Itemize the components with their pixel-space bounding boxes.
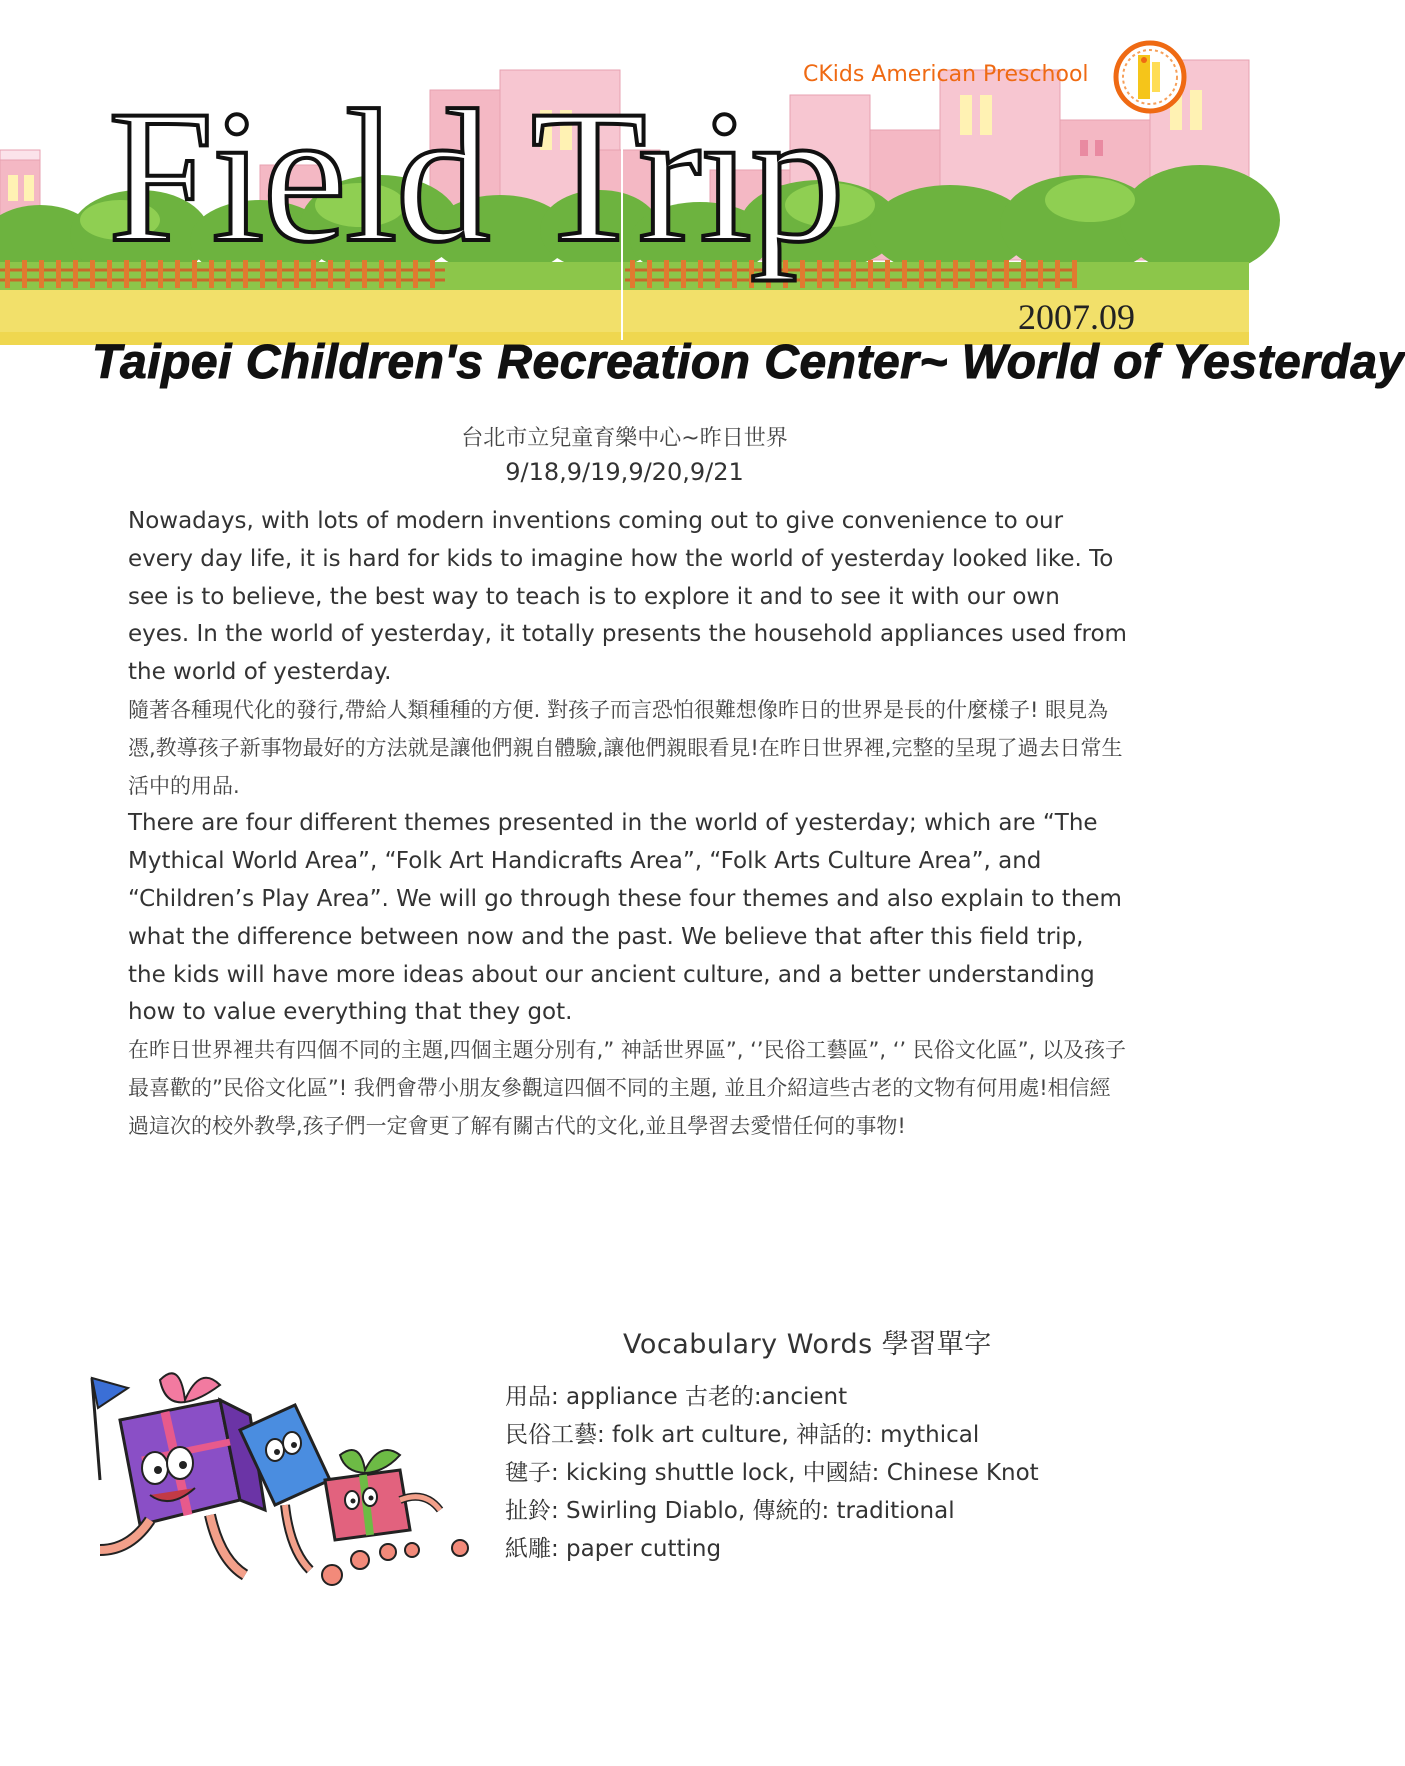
brand-name: CKids American Preschool bbox=[803, 62, 1089, 87]
vocabulary-list bbox=[505, 1378, 1039, 1568]
header-banner bbox=[0, 0, 1249, 345]
trip-dates: 9/18,9/19,9/20,9/21 bbox=[505, 458, 744, 486]
paragraph-chinese-1: 隨著各種現代化的發行,帶給人類種種的方便. 對孩子而言恐怕很難想像昨日的世界是長的什麼樣子! 眼見為憑,教導孩子新事物最好的方法就是讓他們親自體驗,讓他們親眼看見!在昨日世界裡,完整的呈現了過去日常生活中的用品. bbox=[128, 697, 1123, 798]
vocabulary-line: 紙雕: paper cutting bbox=[505, 1536, 722, 1562]
vocabulary-line: 用品: appliance 古老的:ancient bbox=[505, 1384, 848, 1410]
vocabulary-title: Vocabulary Words 學習單字 bbox=[623, 1329, 992, 1360]
chinese-title: 台北市立兒童育樂中心~昨日世界 bbox=[461, 426, 788, 451]
ckids-logo-icon bbox=[1116, 43, 1184, 111]
vocabulary-line: 毽子: kicking shuttle lock, 中國結: Chinese Knot bbox=[505, 1460, 1039, 1486]
paragraph-english-2: There are four different themes presented in the world of yesterday; which are “The Mythical World Area”, “Folk Art Handicrafts Area”, “Folk Arts Culture Area”, and “Children’s Play Area”. We will go through these four themes and also explain to them what the difference between now and the past. We believe that after this field trip, the kids will have more ideas about our ancient culture, and a better understanding how to value everything that they got. bbox=[128, 810, 1122, 1026]
vocabulary-line: 民俗工藝: folk art culture, 神話的: mythical bbox=[505, 1422, 980, 1448]
paragraph-chinese-2: 在昨日世界裡共有四個不同的主題,四個主題分別有,” 神話世界區”, ‘’民俗工藝區”, ‘’ 民俗文化區”, 以及孩子最喜歡的”民俗文化區”! 我們會帶小朋友參觀這四個不同的主題, 並且介紹這些古老的文物有何用處!相信經過這次的校外教學,孩子們一定會更了解有關古代的文化,並且學習去愛惜任何的事物! bbox=[128, 1038, 1126, 1138]
issue-date: 2007.09 bbox=[1018, 297, 1135, 337]
gift-characters-illustration bbox=[70, 1360, 490, 1620]
article-body bbox=[128, 503, 1128, 1146]
paragraph-english-1: Nowadays, with lots of modern inventions coming out to give convenience to our every day life, it is hard for kids to imagine how the world of yesterday looked like. To see is to believe, the best way to teach is to explore it and to see it with our own eyes. In the world of yesterday, it totally presents the household appliances used from the world of yesterday. bbox=[128, 508, 1127, 686]
field-trip-title: Field Trip bbox=[108, 72, 844, 282]
vocabulary-line: 扯鈴: Swirling Diablo, 傳統的: traditional bbox=[505, 1498, 955, 1524]
page-subtitle: Taipei Children's Recreation Center~ World of Yesterday bbox=[92, 336, 1405, 389]
